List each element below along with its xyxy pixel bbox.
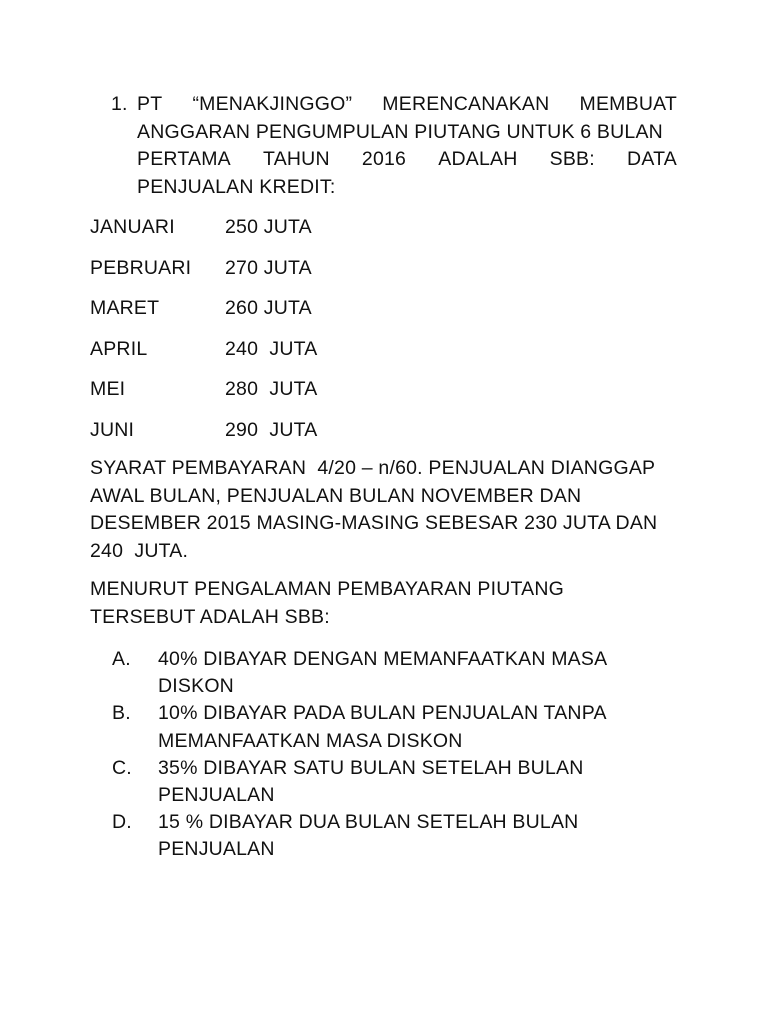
word: “MENAKJINGGO” [192,93,353,115]
question-line-1 [137,91,677,119]
sales-month: JUNI [90,418,135,441]
paragraph-line: SYARAT PEMBAYARAN 4/20 – n/60. PENJUALAN DIANGGAP [90,457,656,479]
question-line-2: ANGGARAN PENGUMPULAN PIUTANG UNTUK 6 BULAN [137,120,663,143]
option-item [112,646,638,700]
word: MEMBUAT [579,93,677,115]
word: DATA [627,148,677,170]
option-text: MEMANFAATKAN MASA DISKON [158,729,463,752]
paragraph-line: AWAL BULAN, PENJUALAN BULAN NOVEMBER DAN [90,484,582,507]
word: ADALAH [438,148,518,170]
sales-month: MEI [90,378,126,400]
option-item [112,809,638,863]
options-list [112,646,638,864]
payment-terms-paragraph [90,455,690,565]
option-text: 35% DIBAYAR SATU BULAN SETELAH BULAN [158,756,584,779]
sales-month: JANUARI [90,216,175,238]
option-text: PENJUALAN [158,838,275,861]
word: TAHUN [263,148,330,170]
sales-value: 260 JUTA [225,297,312,319]
paragraph-line: TERSEBUT ADALAH SBB: [90,605,330,628]
sales-month: APRIL [90,337,148,360]
word: PERTAMA [137,148,231,170]
sales-value: 290 JUTA [225,418,318,441]
experience-paragraph [90,576,690,631]
paragraph-line: DESEMBER 2015 MASING-MASING SEBESAR 230 JUTA DAN [90,512,658,534]
word: SBB: [549,148,595,170]
option-text: 40% DIBAYAR DENGAN MEMANFAATKAN MASA [158,648,608,670]
word: PT [137,93,163,115]
word: 2016 [361,148,407,170]
option-item [112,755,638,809]
sales-month: MARET [90,297,160,319]
question-number: 1. [111,93,128,115]
word: MERENCANAKAN [382,93,550,115]
paragraph-line: 240 JUTA. [90,539,189,562]
sales-value: 270 JUTA [225,256,312,279]
option-text: 10% DIBAYAR PADA BULAN PENJUALAN TANPA [158,702,607,725]
question-line-4: PENJUALAN KREDIT: [137,175,336,198]
option-text: 15 % DIBAYAR DUA BULAN SETELAH BULAN [158,811,579,834]
option-letter: C. [112,756,132,779]
option-letter: A. [112,648,131,670]
option-text: PENJUALAN [158,784,275,807]
option-item [112,700,638,754]
option-letter: D. [112,811,132,834]
sales-value: 240 JUTA [225,337,318,360]
question-text [137,91,677,201]
paragraph-line: MENURUT PENGALAMAN PEMBAYARAN PIUTANG [90,578,565,600]
question-line-3 [137,146,677,174]
option-letter: B. [112,702,131,725]
option-text: DISKON [158,675,234,698]
sales-value: 250 JUTA [225,216,312,238]
sales-month: PEBRUARI [90,256,192,279]
sales-value: 280 JUTA [225,378,318,400]
